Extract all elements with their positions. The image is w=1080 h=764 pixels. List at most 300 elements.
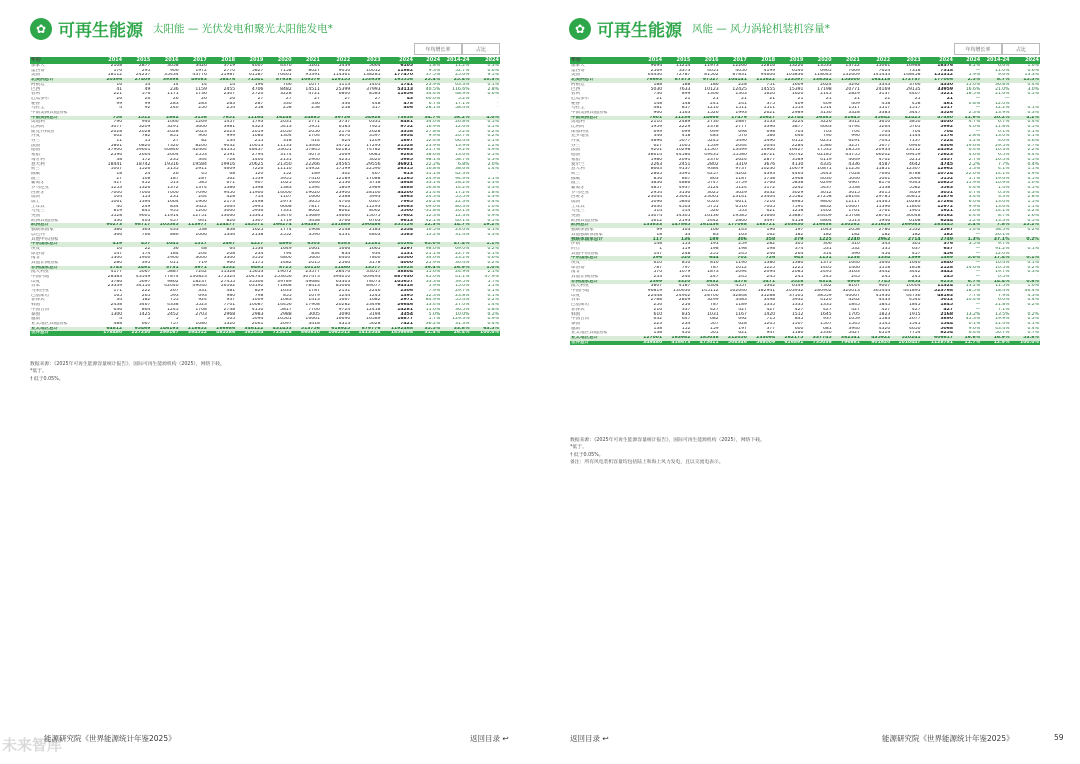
table-cell: 5158 [180, 116, 208, 121]
table-cell: 3224 [791, 120, 804, 125]
table-cell: 535 [881, 246, 891, 251]
table-cell: 25768 [845, 214, 860, 219]
table-cell: 240 [681, 274, 691, 279]
table-cell: 10012 [366, 68, 381, 73]
table-cell: 508346 [720, 341, 748, 346]
table-cell: 602 [113, 134, 123, 139]
table-cell: 0.2% [1027, 312, 1039, 317]
table-cell: 1738 [763, 176, 776, 181]
table-cell: 25.4% [414, 78, 441, 83]
table-cell: 0.5% [1027, 218, 1039, 223]
table-cell: 4531 [338, 232, 351, 237]
table-cell: 58.7% [455, 157, 470, 162]
table-cell: 4393 [763, 171, 776, 176]
table-cell: 38.6% [455, 167, 470, 172]
table-cell: 23141 [732, 195, 747, 200]
table-cell: 129155 [321, 78, 351, 83]
table-cell: 1793 [251, 120, 264, 125]
table-cell: 6800 [338, 92, 351, 97]
row-label: 土耳其 [571, 204, 585, 209]
row-label: 意大利 [571, 167, 585, 172]
table-cell: 1620 [791, 92, 804, 97]
table-cell: 265 [141, 293, 151, 298]
table-cell: 13476 [277, 214, 292, 219]
table-cell: 1.0% [968, 209, 981, 214]
table-cell: 96819 [647, 289, 663, 294]
table-cell: * [1036, 242, 1039, 247]
table-cell: 22448 [647, 293, 663, 298]
table-cell: 7754 [909, 331, 921, 336]
table-cell: 27 [116, 176, 123, 181]
table-cell: 12.6% [455, 124, 470, 129]
table-cell: 10.5% [995, 157, 1010, 162]
table-cell: 1.2% [487, 143, 499, 148]
table-cell: 2887 [735, 120, 747, 125]
row-label: 罗马尼亚 [571, 190, 590, 195]
table-cell: 23.9% [425, 82, 441, 87]
row-label: 非洲国家总计 [30, 266, 95, 271]
table-cell: 8.7% [981, 78, 1010, 83]
column-header: 2022 [861, 57, 891, 64]
table-cell: 7224 [940, 139, 954, 144]
row-label: 越南 [31, 317, 41, 322]
table-cell: 2.5% [954, 78, 981, 83]
table-cell: 2307 [223, 92, 236, 97]
table-header-row [570, 57, 1040, 64]
table-cell: 18 [116, 171, 123, 176]
row-label: 亚太地区其他国家 [31, 321, 68, 326]
table-cell: 63.5% [471, 327, 500, 332]
table-cell: 8062 [308, 209, 320, 214]
table-cell: 38559 [817, 293, 832, 298]
table-cell: 960 [653, 110, 663, 115]
table-cell: 21666 [760, 214, 776, 219]
table-cell: 2900 [308, 157, 320, 162]
column-header: 2020 [804, 57, 832, 64]
table-cell: 62185 [335, 148, 351, 153]
table-cell: 31.4% [414, 331, 441, 336]
table-cell: 138541 [804, 78, 832, 83]
row-label: 西班牙 [571, 195, 585, 200]
table-cell: 5697 [138, 279, 151, 284]
table-cell: 3012 [820, 190, 832, 195]
table-cell: 6.7% [997, 120, 1010, 125]
table-cell: 62185 [817, 153, 832, 158]
table-cell: 68 [229, 171, 236, 176]
table-cell: 0.3% [487, 64, 499, 69]
table-cell: 3737 [338, 120, 351, 125]
table-cell: 0.4% [1027, 120, 1039, 125]
table-cell: 129.3% [452, 317, 470, 322]
table-cell: 857 [681, 106, 691, 111]
table-cell: 1402 [820, 209, 832, 214]
table-cell: 189 [311, 171, 320, 176]
table-cell: 2800 [735, 218, 747, 223]
table-cell: 8.7% [997, 214, 1010, 219]
table-cell: 1469 [922, 256, 954, 261]
row-label: 阿根廷 [31, 82, 45, 87]
table-cell: 2.2% [968, 162, 981, 167]
table-cell: 1061 [110, 199, 123, 204]
table-cell: 8985 [791, 199, 804, 204]
table-cell: — [975, 246, 981, 251]
table-cell: 17479 [720, 116, 748, 121]
table-cell: 2621 [763, 110, 776, 115]
table-cell: 14952 [305, 167, 320, 172]
table-cell: 45.3% [965, 317, 981, 322]
row-label: 希腊 [31, 153, 41, 158]
table-cell: 196 [766, 228, 776, 233]
table-cell: 2399 [635, 280, 663, 285]
row-label: 欧洲其他国家 [31, 218, 59, 223]
table-cell: 14.6% [965, 265, 981, 270]
table-cell: 204743 [246, 274, 264, 279]
table-cell: 8583 [369, 92, 381, 97]
table-cell: 3550 [251, 256, 264, 261]
table-cell: 21.6% [995, 92, 1010, 97]
row-label: 德国 [571, 153, 581, 158]
table-cell: 1809 [338, 185, 351, 190]
table-cell: 344 [198, 157, 207, 162]
table-cell: 681 [822, 326, 832, 331]
table-cell: 10230 [760, 167, 776, 172]
table-cell: 174 [141, 251, 151, 256]
table-cell: 3418 [308, 321, 320, 326]
table-cell: 250 [198, 106, 207, 111]
table-cell: 2862 [151, 116, 179, 121]
table-cell: 1517 [909, 106, 921, 111]
table-cell: 3174 [280, 153, 292, 158]
table-cell: 1.8% [428, 64, 441, 69]
table-cell: 204 [198, 251, 207, 256]
row-label: 罗马尼亚 [31, 185, 50, 190]
table-cell: 1845 [848, 303, 860, 308]
table-cell: 8167 [848, 284, 860, 289]
table-cell: 136 [663, 237, 691, 242]
table-cell: 1128781 [922, 341, 954, 346]
table-cell: 48.9% [455, 92, 470, 97]
table-cell: 4.6% [968, 153, 981, 158]
table-cell: 4650 [909, 326, 921, 331]
table-cell: 164118 [861, 78, 891, 83]
table-cell: 171 [113, 289, 123, 294]
table-notes [30, 361, 225, 383]
table-cell: 0.2% [1011, 237, 1040, 242]
table-cell: 9007 [878, 284, 891, 289]
table-cell: 1.4% [487, 167, 499, 172]
row-label: 中南美洲其他国家 [571, 110, 608, 115]
table-cell: 14.7% [441, 223, 470, 228]
table-cell: 30048 [906, 214, 921, 219]
column-header: 年份 [570, 57, 635, 64]
table-cell: 18 [656, 232, 663, 237]
table-cell: 6.4% [1027, 153, 1039, 158]
table-cell: 1858 [909, 265, 921, 270]
table-cell: 23112 [906, 148, 921, 153]
table-cell: 12260 [732, 64, 747, 69]
table-cell: 39.5% [455, 279, 470, 284]
table-cell: 235 [169, 157, 179, 162]
table-cell: 1300 [110, 256, 123, 261]
table-cell: 0.5% [1027, 92, 1039, 97]
table-cell: 26.8% [455, 120, 470, 125]
row-label: 葡萄牙 [31, 181, 45, 186]
table-cell: 1666 [338, 246, 351, 251]
table-cell: 27 [314, 96, 320, 101]
table-cell: 0.1% [1027, 134, 1039, 139]
table-cell: 1.4% [968, 228, 981, 233]
table-cell: 13722 [845, 64, 860, 69]
table-cell: 9694 [650, 64, 663, 69]
table-cell: 0.5% [997, 274, 1010, 279]
table-cell: 2591 [223, 153, 236, 158]
table-cell: * [496, 101, 499, 106]
table-cell: 49435 [704, 153, 719, 158]
table-cell: 4370 [280, 64, 292, 69]
table-cell: 1736 [195, 92, 207, 97]
table-cell: 11254 [845, 167, 860, 172]
table-cell: 3226 [820, 120, 832, 125]
table-cell: 0.5% [1027, 176, 1039, 181]
table-cell: 5.0% [428, 312, 441, 317]
row-label: 中东国家总计 [30, 242, 95, 247]
table-cell: 11110 [277, 167, 292, 172]
row-label: 法国 [31, 143, 41, 148]
table-cell: 104141 [720, 78, 748, 83]
table-cell: 0.6% [1027, 68, 1039, 73]
table-cell: 111622 [748, 78, 776, 83]
table-cell: — [975, 307, 981, 312]
row-label: 奥地利 [31, 120, 45, 125]
table-cell: 11982 [397, 68, 414, 73]
table-cell: 12962 [937, 167, 954, 172]
table-cell: 7242 [195, 270, 207, 275]
table-cell: 618925 [321, 327, 351, 332]
table-cell: 1.0% [487, 204, 499, 209]
row-label: 挪威 [31, 171, 41, 176]
table-cell: 26.4% [441, 331, 470, 336]
row-label: 葡萄牙 [571, 185, 585, 190]
table-cell: 5946 [878, 218, 891, 223]
table-cell: 0.3% [487, 195, 499, 200]
table-cell: 17293 [366, 143, 381, 148]
table-cell: 3.4% [968, 195, 981, 200]
table-cell: 1661 [308, 246, 320, 251]
table-cell: 810 [709, 260, 719, 265]
table-cell: 349480 [635, 341, 663, 346]
table-cell: 28700 [704, 293, 719, 298]
table-cell: 1080 [251, 134, 264, 139]
table-cell: 1372 [167, 185, 179, 190]
table-cell: 1405 [820, 265, 832, 270]
table-cell: 0.2% [1027, 209, 1039, 214]
table-cell: 3328 [848, 110, 860, 115]
table-cell: 5124 [735, 185, 747, 190]
table-cell: 4051 [707, 68, 719, 73]
row-label: 中国台湾 [31, 307, 50, 312]
table-cell: 1466 [848, 265, 860, 270]
table-cell: 838 [226, 228, 236, 233]
table-cell: 21 [946, 96, 954, 101]
table-cell: 1.7% [968, 176, 981, 181]
table-cell: 863 [709, 176, 719, 181]
table-cell: 138285 [363, 73, 381, 78]
column-header: 2018 [208, 57, 236, 64]
row-label: 西班牙 [31, 190, 45, 195]
table-cell: 191 [709, 242, 719, 247]
table-row [30, 331, 500, 336]
table-cell: 20.1% [455, 209, 470, 214]
watermark: 未来智库 [2, 736, 63, 754]
row-label: 菲律宾 [31, 298, 45, 303]
table-cell: 2877 [763, 157, 776, 162]
table-cell: 7000 [138, 190, 151, 195]
table-cell: 6946 [909, 143, 921, 148]
table-cell: 481 [226, 289, 236, 294]
table-cell: 6763 [369, 218, 381, 223]
table-cell: 3590 [308, 232, 320, 237]
table-cell: 233 [653, 274, 663, 279]
table-cell: 6519 [878, 331, 891, 336]
table-cell: 3015 [848, 190, 860, 195]
table-cell: 2.3% [968, 110, 981, 115]
table-cell: 9.2% [457, 148, 470, 153]
table-cell: 901620 [861, 341, 891, 346]
table-cell: 514 [681, 209, 691, 214]
table-cell: 182 [822, 232, 832, 237]
row-label: 印度 [571, 293, 581, 298]
table-cell: 9425 [338, 204, 351, 209]
table-cell: — [975, 270, 981, 275]
table-cell: 134 [226, 139, 236, 144]
table-cell: 166274 [264, 223, 292, 228]
table-cell: 794 [282, 251, 292, 256]
table-cell: 3932 [791, 298, 804, 303]
table-cell: 24582 [937, 148, 954, 153]
table-cell: 396 [851, 251, 860, 256]
table-cell: 21 [769, 96, 776, 101]
row-label: 瑞士 [31, 199, 41, 204]
table-cell: 5067 [138, 270, 151, 275]
table-cell: 3630 [650, 204, 663, 209]
table-cell: 7925 [369, 124, 381, 129]
table-cell: 60742 [788, 153, 804, 158]
table-cell: 0.1% [1027, 246, 1039, 251]
back-to-contents-link[interactable]: 返回目录 ↩ [570, 734, 609, 743]
table-cell: 9.9% [428, 134, 441, 139]
table-cell: 782 [141, 134, 151, 139]
table-cell: 3373 [678, 68, 691, 73]
table-cell: 703 [794, 129, 804, 134]
table-cell: 9800 [820, 199, 832, 204]
row-label: 保加利亚 [571, 129, 590, 134]
table-cell: 12816 [760, 64, 776, 69]
table-cell: 306 [720, 237, 748, 242]
table-cell: 307473 [302, 274, 320, 279]
table-cell: 6516 [735, 204, 747, 209]
table-cell: 9.9% [968, 204, 981, 209]
table-cell: 10871 [817, 167, 832, 172]
table-cell: 2498 [251, 199, 264, 204]
table-cell: 176 [113, 68, 123, 73]
table-cell: 13.0% [995, 134, 1010, 139]
leaf-icon: ✿ [569, 18, 591, 40]
table-cell: 1646 [308, 181, 320, 186]
table-cell: 17.2% [455, 190, 470, 195]
table-cell: 613 [403, 171, 414, 176]
table-cell: 27.0% [455, 303, 470, 308]
solar-capacity-table [30, 57, 500, 336]
table-cell: 10.3% [995, 148, 1010, 153]
table-cell: 241 [709, 101, 719, 106]
table-cell: 12972 [937, 204, 954, 209]
table-cell: 99 [116, 101, 123, 106]
table-cell: 0.1% [487, 289, 499, 294]
table-cell: 2536 [338, 181, 351, 186]
table-cell: — [975, 260, 981, 265]
table-cell: 63303 [335, 279, 351, 284]
table-cell: 23.8% [455, 293, 470, 298]
row-label: 乌克兰 [31, 209, 45, 214]
table-cell: 46.4% [1024, 289, 1039, 294]
table-cell: 531 [822, 246, 832, 251]
table-cell: 74782 [366, 148, 381, 153]
row-label: 土耳其 [31, 204, 45, 209]
row-label: 约旦 [571, 246, 581, 251]
table-cell: 5751 [707, 204, 719, 209]
table-cell: 330 [282, 101, 292, 106]
table-cell: 5817 [280, 307, 292, 312]
table-cell: 13.9% [455, 143, 470, 148]
table-cell: 216 [653, 307, 663, 312]
table-cell: 10087 [248, 303, 264, 308]
table-cell: 188 [653, 82, 663, 87]
table-cell: 3300 [223, 256, 236, 261]
table-cell: 9450 [223, 190, 236, 195]
table-cell: 726 [748, 256, 776, 261]
back-to-contents-link[interactable]: 返回目录 ↩ [470, 734, 509, 743]
table-cell: 1171 [167, 92, 179, 97]
table-cell: 71541 [236, 78, 264, 83]
table-cell: 9137 [678, 167, 691, 172]
table-cell: 4 [119, 317, 123, 322]
table-cell: 1079 [308, 293, 320, 298]
table-cell: 3412 [848, 120, 860, 125]
table-cell: 6.0% [997, 298, 1010, 303]
table-cell: 766 [282, 82, 292, 87]
table-cell: 8062 [369, 209, 381, 214]
table-cell: 34 [116, 298, 123, 303]
table-cell: 15391 [788, 87, 804, 92]
table-cell: 851 [169, 134, 179, 139]
row-label: 以色列 [31, 232, 45, 237]
table-cell: 4937 [678, 185, 691, 190]
table-cell: 6168 [909, 218, 921, 223]
table-cell: 89077 [366, 284, 381, 289]
table-cell: 365444 [872, 289, 891, 294]
table-cell: * [1036, 274, 1039, 279]
table-cell: 3954 [400, 134, 414, 139]
table-cell: 5677 [878, 143, 891, 148]
table-cell: 5490 [735, 139, 747, 144]
table-cell: 14555 [760, 87, 776, 92]
table-cell: 2596 [110, 153, 123, 158]
table-cell: 355126 [382, 223, 414, 228]
table-cell: 375 [766, 101, 776, 106]
table-cell: 2284 [791, 143, 804, 148]
table-cell: 1041 [151, 242, 179, 247]
table-cell: 751 [766, 82, 776, 87]
